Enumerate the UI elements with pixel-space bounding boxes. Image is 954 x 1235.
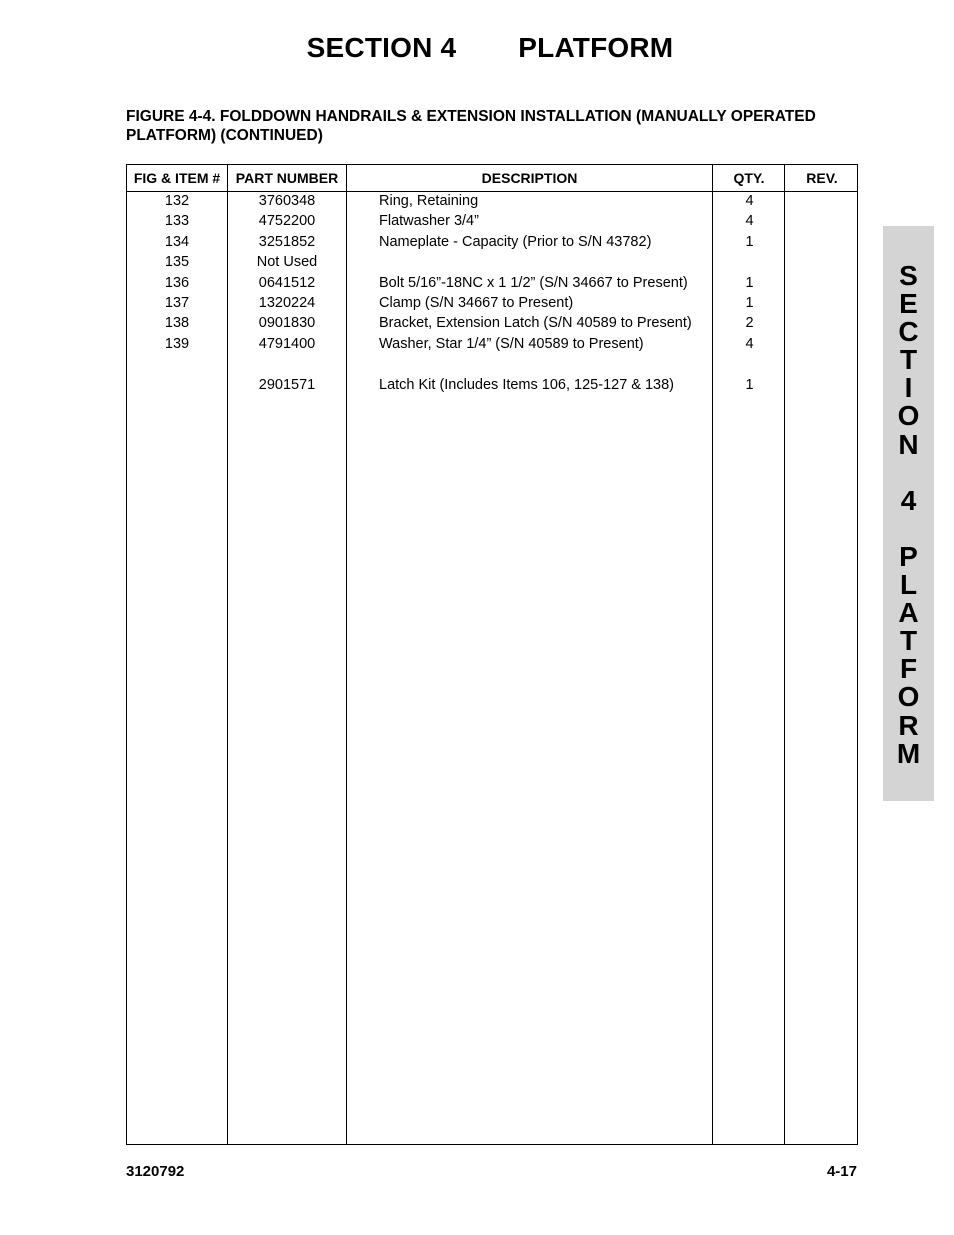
- table-row: [127, 275, 857, 295]
- cell-description: Nameplate - Capacity (Prior to S/N 43782): [379, 233, 652, 250]
- parts-table: [126, 164, 858, 1145]
- cell-qty: 2: [745, 315, 754, 332]
- cell-fig-item: 134: [164, 233, 190, 250]
- cell-description: Washer, Star 1/4” (S/N 40589 to Present): [379, 335, 644, 352]
- table-header-row: [127, 165, 857, 192]
- side-tab-letter: [883, 515, 934, 543]
- cell-fig-item: [127, 356, 227, 376]
- side-tab-letter: [883, 459, 934, 487]
- cell-rev: [786, 193, 858, 213]
- table-row: [127, 315, 857, 335]
- cell-description: Flatwasher 3/4”: [379, 213, 479, 230]
- cell-part-number: 4752200: [258, 213, 316, 230]
- side-tab-letter: F: [899, 653, 918, 685]
- table-row: [127, 377, 857, 397]
- cell-part-number: 3251852: [258, 233, 316, 250]
- cell-rev: [786, 275, 858, 295]
- table-body: [127, 193, 857, 397]
- cell-qty: 1: [745, 376, 754, 393]
- cell-rev: [786, 234, 858, 254]
- cell-qty: 4: [745, 213, 754, 230]
- side-tab-letter: R: [898, 709, 919, 741]
- cell-part-number: Not Used: [256, 254, 318, 271]
- cell-part-number: 3760348: [258, 193, 316, 209]
- cell-qty: [714, 356, 785, 376]
- section-name: PLATFORM: [518, 32, 674, 63]
- cell-qty: 1: [745, 274, 754, 291]
- table-row: [127, 295, 857, 315]
- side-tab-letter: P: [899, 540, 918, 572]
- cell-fig-item: 138: [164, 315, 190, 332]
- side-tab-letter: E: [899, 288, 918, 320]
- cell-description: Latch Kit (Includes Items 106, 125-127 & 138): [379, 376, 675, 393]
- cell-fig-item: 135: [164, 254, 190, 271]
- document-number: 3120792: [126, 1163, 185, 1180]
- cell-description: Bracket, Extension Latch (S/N 40589 to Present): [379, 315, 692, 332]
- cell-part-number: [228, 356, 346, 376]
- cell-qty: 4: [745, 193, 754, 209]
- cell-rev: [786, 356, 858, 376]
- table-row: [127, 356, 857, 376]
- cell-rev: [786, 213, 858, 233]
- cell-rev: [786, 377, 858, 397]
- cell-description: Ring, Retaining: [379, 193, 479, 209]
- header-rev: REV.: [806, 170, 838, 186]
- cell-rev: [786, 336, 858, 356]
- table-row: [127, 254, 857, 274]
- cell-qty: 1: [745, 233, 754, 250]
- cell-fig-item: 137: [164, 294, 190, 311]
- header-part-number: PART NUMBER: [235, 170, 339, 186]
- cell-rev: [786, 295, 858, 315]
- side-tab-letter: A: [898, 597, 919, 629]
- cell-fig-item: 132: [164, 193, 190, 209]
- side-tab-letters: [883, 262, 934, 768]
- side-tab-letter: S: [899, 260, 918, 291]
- cell-description: Clamp (S/N 34667 to Present): [379, 294, 574, 311]
- page-number: 4-17: [826, 1163, 857, 1180]
- side-tab-letter: 4: [900, 484, 917, 516]
- figure-title: FIGURE 4-4. FOLDDOWN HANDRAILS & EXTENSION INSTALLATION (MANUALLY OPERATED PLATFORM) (CONTINUED): [126, 108, 816, 144]
- side-tab-letter: O: [897, 400, 920, 432]
- side-tab-letter: T: [899, 344, 918, 376]
- cell-description: Bolt 5/16”-18NC x 1 1/2” (S/N 34667 to Present): [379, 274, 688, 291]
- cell-fig-item: 136: [164, 274, 190, 291]
- cell-fig-item: 139: [164, 335, 190, 352]
- table-row: [127, 234, 857, 254]
- side-tab-letter: T: [899, 625, 918, 657]
- section-label: SECTION 4: [306, 32, 457, 63]
- cell-part-number: 0641512: [258, 274, 316, 291]
- table-row: [127, 336, 857, 356]
- table-row: [127, 193, 857, 213]
- cell-qty: 4: [745, 335, 754, 352]
- side-tab-letter: C: [898, 316, 919, 348]
- header-description: DESCRIPTION: [481, 170, 578, 186]
- side-tab-letter: I: [904, 372, 913, 404]
- side-tab-letter: M: [896, 737, 921, 769]
- cell-qty: [714, 254, 785, 274]
- cell-part-number: 2901571: [258, 376, 316, 393]
- cell-description: [379, 356, 709, 376]
- side-tab-letter: L: [899, 569, 918, 601]
- cell-rev: [786, 315, 858, 335]
- side-tab-letter: O: [897, 681, 920, 713]
- cell-qty: 1: [745, 294, 754, 311]
- cell-part-number: 0901830: [258, 315, 316, 332]
- header-qty: QTY.: [733, 170, 765, 186]
- section-side-tab: [883, 226, 934, 801]
- section-title: [0, 32, 954, 64]
- cell-part-number: 1320224: [258, 294, 316, 311]
- table-row: [127, 213, 857, 233]
- cell-description: [379, 254, 709, 274]
- header-fig-item: FIG & ITEM #: [133, 170, 221, 186]
- cell-part-number: 4791400: [258, 335, 316, 352]
- cell-fig-item: 133: [164, 213, 190, 230]
- cell-fig-item: [127, 377, 227, 397]
- side-tab-letter: N: [898, 428, 919, 460]
- cell-rev: [786, 254, 858, 274]
